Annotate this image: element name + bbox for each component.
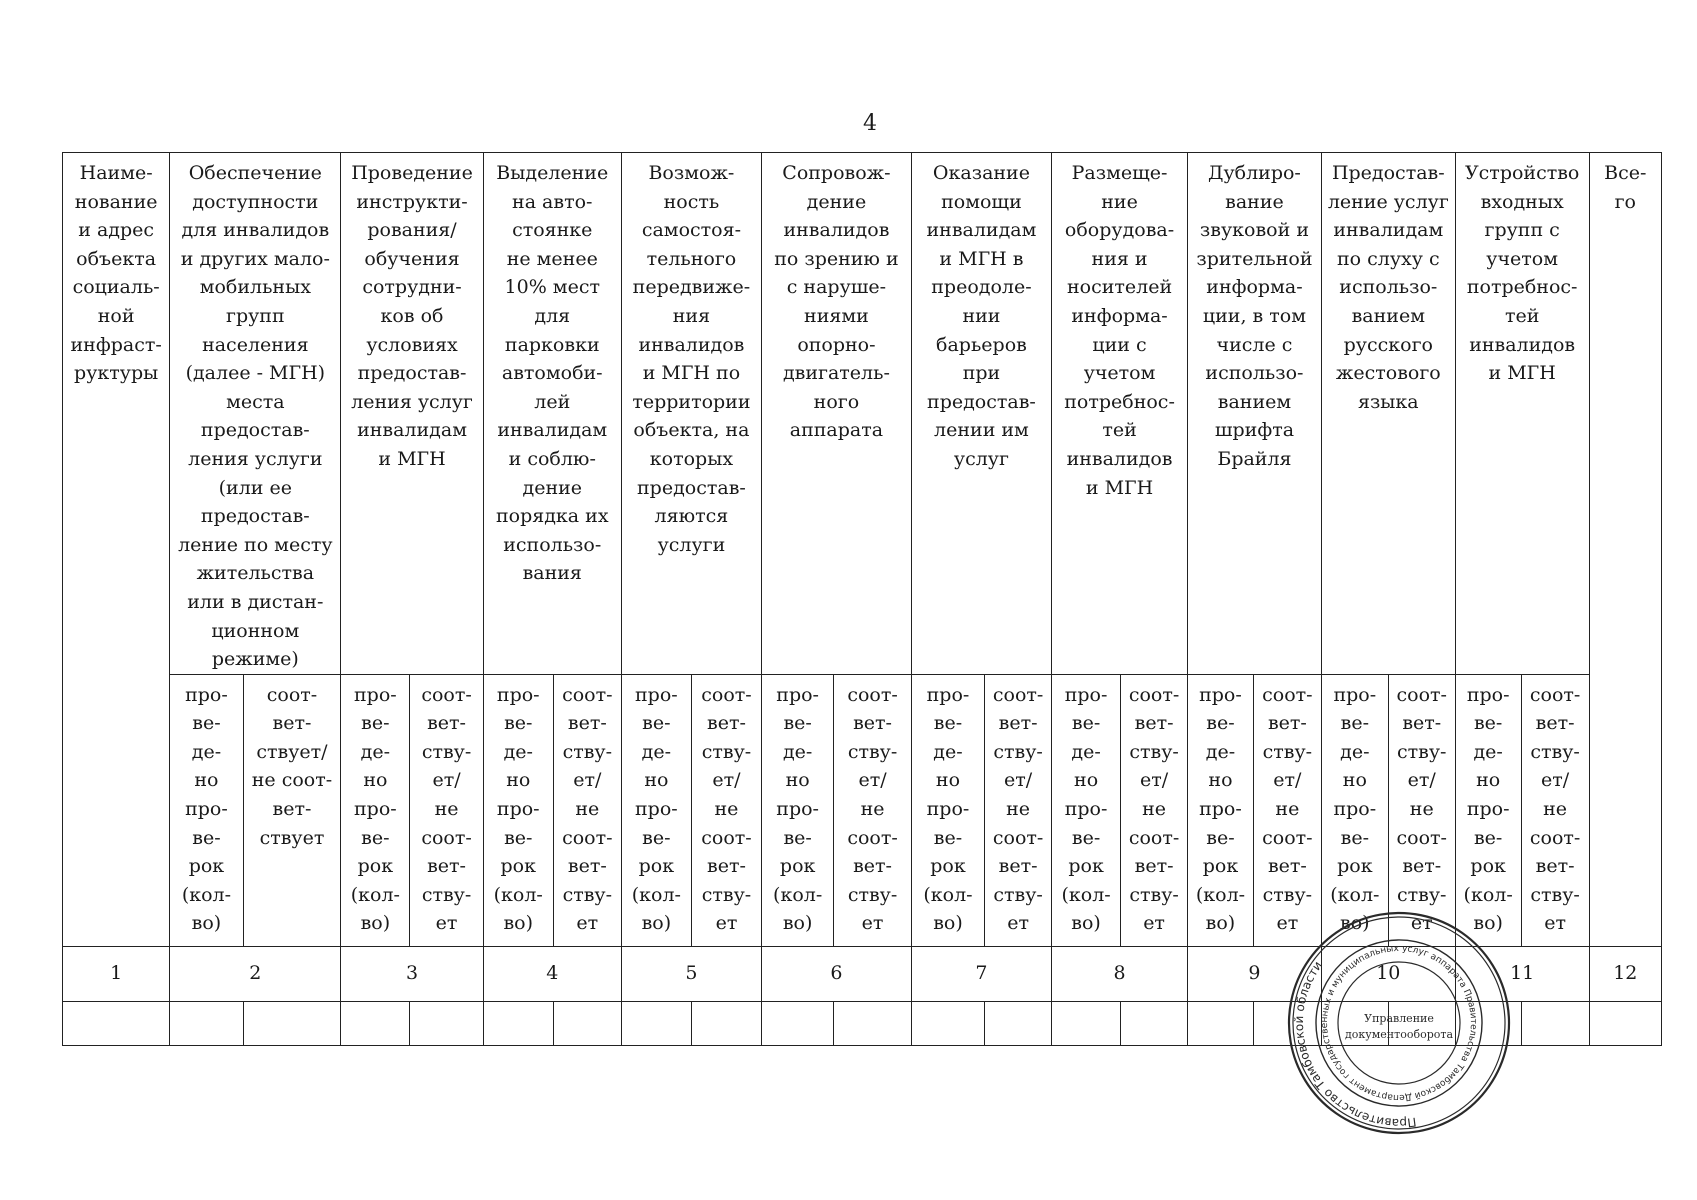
empty-cell[interactable]	[834, 1001, 912, 1045]
header-col-5: Возмож- ность самостоя- тельного передвиже- ния инвалидов и МГН по территории объекта, на которых предостав- ляются услуги	[621, 153, 761, 675]
subheader-checks-count: про- ве- де- но про- ве- рок (кол- во)	[1188, 674, 1254, 946]
empty-cell[interactable]	[1052, 1001, 1121, 1045]
subheader-row	[63, 674, 1662, 946]
header-col-8: Размеще- ние оборудова- ния и носителей информа- ции с учетом потребнос- тей инвалидов и МГН	[1052, 153, 1188, 675]
subheader-compliance: соот- вет- ству- ет/ не соот- вет- ству- ет	[410, 674, 483, 946]
header-col-3: Проведение инструкти- рования/ обучения сотрудни- ков об условиях предостав- ления услуг инвалидам и МГН	[341, 153, 483, 675]
empty-cell[interactable]	[762, 1001, 834, 1045]
subheader-compliance: соот- вет- ству- ет/ не соот- вет- ству- ет	[553, 674, 621, 946]
column-number: 5	[621, 946, 761, 1001]
subheader-compliance: соот- вет- ству- ет/ не соот- вет- ству- ет	[691, 674, 761, 946]
subheader-checks-count: про- ве- де- но про- ве- рок (кол- во)	[911, 674, 984, 946]
subheader-checks-count: про- ве- де- но про- ве- рок (кол- во)	[1455, 674, 1521, 946]
header-col-7: Оказание помощи инвалидам и МГН в преодоле- нии барьеров при предостав- лении им услуг	[911, 153, 1051, 675]
empty-cell[interactable]	[243, 1001, 341, 1045]
subheader-compliance: соот- вет- ству- ет/ не соот- вет- ству- ет	[1521, 674, 1589, 946]
header-col-10: Предостав- ление услуг инвалидам по слуху с использо- ванием русского жестового языка	[1321, 153, 1455, 675]
empty-cell[interactable]	[483, 1001, 553, 1045]
stamp-ring-text: Департамент государственных и муниципальных услуг аппарата Правительства Тамбовской	[1319, 943, 1479, 1103]
empty-cell[interactable]	[1121, 1001, 1188, 1045]
subheader-checks-count: про- ве- де- но про- ве- рок (кол- во)	[621, 674, 691, 946]
column-number: 6	[762, 946, 912, 1001]
column-number: 7	[911, 946, 1051, 1001]
subheader-compliance: соот- вет- ствует/ не соот- вет- ствует	[243, 674, 341, 946]
empty-cell[interactable]	[1521, 1001, 1589, 1045]
empty-cell[interactable]	[1589, 1001, 1661, 1045]
column-number: 1	[63, 946, 170, 1001]
column-number: 12	[1589, 946, 1661, 1001]
header-col-9: Дублиро- вание звуковой и зрительной информа- ции, в том числе с использо- ванием шрифта Брайля	[1188, 153, 1322, 675]
empty-cell[interactable]	[410, 1001, 483, 1045]
header-row	[63, 153, 1662, 675]
column-number: 11	[1455, 946, 1589, 1001]
empty-cell[interactable]	[553, 1001, 621, 1045]
subheader-checks-count: про- ве- де- но про- ве- рок (кол- во)	[483, 674, 553, 946]
column-number: 8	[1052, 946, 1188, 1001]
column-number: 9	[1188, 946, 1322, 1001]
subheader-compliance: соот- вет- ству- ет/ не соот- вет- ству- ет	[1388, 674, 1455, 946]
column-number: 10	[1321, 946, 1455, 1001]
empty-cell[interactable]	[170, 1001, 243, 1045]
header-object-name: Наиме- нование и адрес объекта социаль- ной инфраст- руктуры	[63, 153, 170, 947]
header-col-6: Сопровож- дение инвалидов по зрению и с наруше- ниями опорно- двигатель- ного аппарата	[762, 153, 912, 675]
empty-cell[interactable]	[341, 1001, 410, 1045]
empty-cell[interactable]	[691, 1001, 761, 1045]
header-total: Все- го	[1589, 153, 1661, 947]
empty-cell[interactable]	[1188, 1001, 1254, 1045]
stamp-center-line1: Управление	[1364, 1012, 1434, 1025]
official-stamp	[1286, 910, 1512, 1136]
header-col-4: Выделение на авто- стоянке не менее 10% мест для парковки автомоби- лей инвалидам и соблю- дение порядка их использо- вания	[483, 153, 621, 675]
subheader-compliance: соот- вет- ству- ет/ не соот- вет- ству- ет	[1121, 674, 1188, 946]
empty-cell[interactable]	[621, 1001, 691, 1045]
column-number: 4	[483, 946, 621, 1001]
subheader-checks-count: про- ве- де- но про- ве- рок (кол- во)	[1321, 674, 1388, 946]
subheader-checks-count: про- ве- де- но про- ве- рок (кол- во)	[170, 674, 243, 946]
stamp-outer-text: Правительство Тамбовской области	[1291, 958, 1418, 1131]
empty-cell[interactable]	[911, 1001, 984, 1045]
header-col-11: Устройство входных групп с учетом потребнос- тей инвалидов и МГН	[1455, 153, 1589, 675]
subheader-checks-count: про- ве- де- но про- ве- рок (кол- во)	[762, 674, 834, 946]
page-number: 4	[863, 111, 877, 136]
subheader-checks-count: про- ве- де- но про- ве- рок (кол- во)	[1052, 674, 1121, 946]
header-col-2: Обеспечение доступности для инвалидов и других мало- мобильных групп населения (далее - МГН) места предостав- ления услуги (или ее предостав- ление по месту жительства или в дистан- ционном режиме)	[170, 153, 341, 675]
subheader-compliance: соот- вет- ству- ет/ не соот- вет- ству- ет	[985, 674, 1052, 946]
subheader-checks-count: про- ве- де- но про- ве- рок (кол- во)	[341, 674, 410, 946]
subheader-compliance: соот- вет- ству- ет/ не соот- вет- ству- ет	[834, 674, 912, 946]
subheader-compliance: соот- вет- ству- ет/ не соот- вет- ству- ет	[1253, 674, 1321, 946]
empty-cell[interactable]	[985, 1001, 1052, 1045]
empty-cell[interactable]	[63, 1001, 170, 1045]
stamp-center-line2: документооборота	[1344, 1028, 1454, 1041]
column-number: 2	[170, 946, 341, 1001]
column-number: 3	[341, 946, 483, 1001]
